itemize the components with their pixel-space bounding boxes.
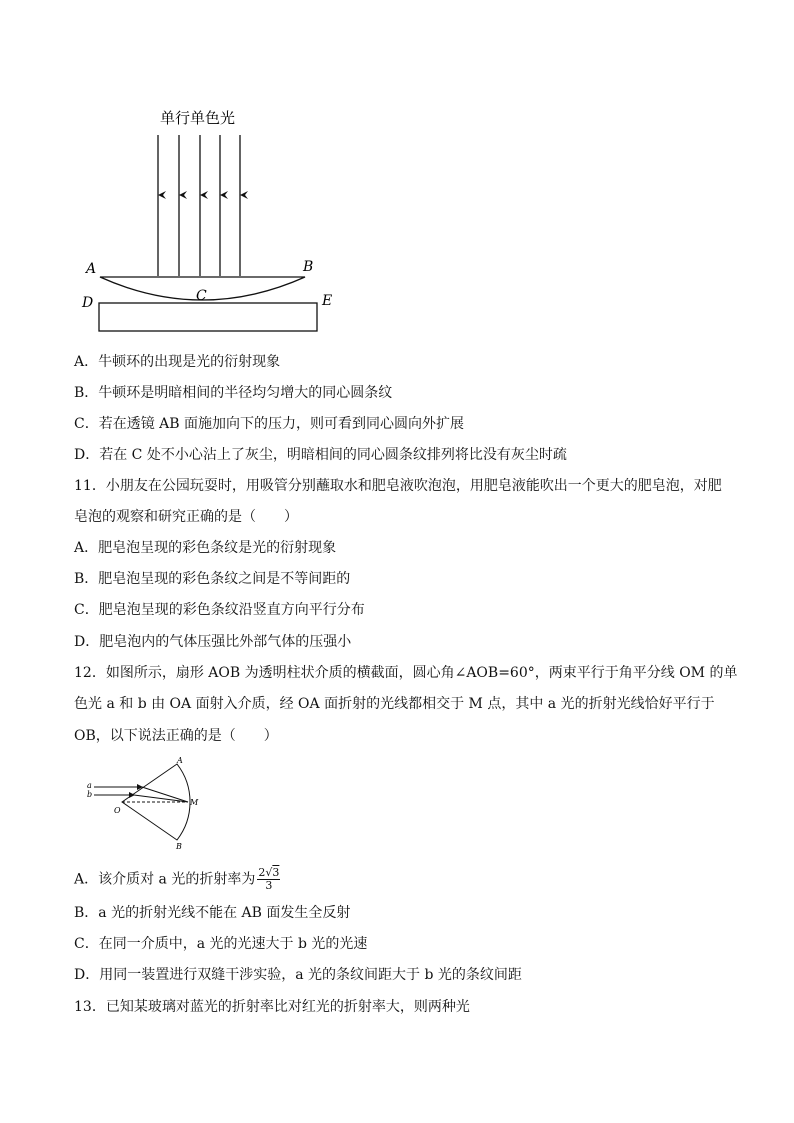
q11-stem-line2: 皂泡的观察和研究正确的是（ ） (74, 509, 298, 525)
label-c: C (196, 288, 207, 304)
point-b-label: B (176, 842, 182, 850)
q12-stem-line3: OB，以下说法正确的是（ ） (74, 728, 278, 744)
q10-option-a: A．牛顿环的出现是光的衍射现象 (74, 354, 281, 370)
q12-stem-line2: 色光 a 和 b 由 OA 面射入介质，经 OA 面折射的光线都相交于 M 点，其中 a 光的折射光线恰好平行于 (74, 696, 715, 712)
q12-option-a (74, 867, 280, 892)
newton-rings-figure (70, 95, 360, 345)
label-b: B (303, 259, 314, 275)
sector-aob-figure (84, 755, 214, 850)
fraction-coefficient: 2 (258, 866, 266, 879)
q10-option-b: B．牛顿环是明暗相间的半径均匀增大的同心圆条纹 (74, 385, 393, 401)
point-a-label: A (177, 756, 183, 765)
q12-option-d: D．用同一装置进行双缝干涉实验，a 光的条纹间距大于 b 光的条纹间距 (74, 967, 522, 983)
fraction-denominator: 3 (265, 879, 273, 892)
label-d: D (82, 295, 94, 311)
q12-option-a-text: A．该介质对 a 光的折射率为 (74, 871, 256, 888)
point-m-label: M (190, 798, 199, 807)
q12-option-b: B．a 光的折射光线不能在 AB 面发生全反射 (74, 905, 351, 921)
light-label: 单行单色光 (160, 109, 236, 127)
q13-stem-line1: 13．已知某玻璃对蓝光的折射率比对红光的折射率大，则两种光 (74, 999, 470, 1015)
q11-option-a: A．肥皂泡呈现的彩色条纹是光的衍射现象 (74, 540, 337, 556)
q11-stem-line1: 11．小朋友在公园玩耍时，用吸管分别蘸取水和肥皂液吹泡泡，用肥皂液能吹出一个更大的肥皂泡，对肥 (74, 478, 722, 494)
ray-b-label: b (87, 790, 93, 799)
q10-option-d: D．若在 C 处不小心沾上了灰尘，明暗相间的同心圆条纹排列将比没有灰尘时疏 (74, 447, 567, 463)
q11-option-b: B．肥皂泡呈现的彩色条纹之间是不等间距的 (74, 571, 351, 587)
refractive-index-fraction: $\frac{2√3}{3}$ (258, 866, 280, 892)
point-o-label: O (114, 806, 121, 815)
ray-a-refracted (142, 787, 188, 802)
fraction-root: 3 (272, 866, 280, 879)
q11-option-d: D．肥皂泡内的气体压强比外部气体的压强小 (74, 634, 352, 650)
ray-b-refracted (134, 795, 188, 802)
ray-a-label: a (87, 781, 92, 790)
glass-plate-de (99, 303, 317, 331)
label-a: A (86, 261, 97, 277)
q10-option-c: C．若在透镜 AB 面施加向下的压力，则可看到同心圆向外扩展 (74, 416, 465, 432)
label-e: E (322, 293, 333, 309)
q12-stem-line1: 12．如图所示，扇形 AOB 为透明柱状介质的横截面，圆心角∠AOB=60°，两束平行于角平分线 OM 的单 (74, 665, 738, 681)
q12-option-c: C．在同一介质中，a 光的光速大于 b 光的光速 (74, 936, 368, 952)
q11-option-c: C．肥皂泡呈现的彩色条纹沿竖直方向平行分布 (74, 602, 365, 618)
